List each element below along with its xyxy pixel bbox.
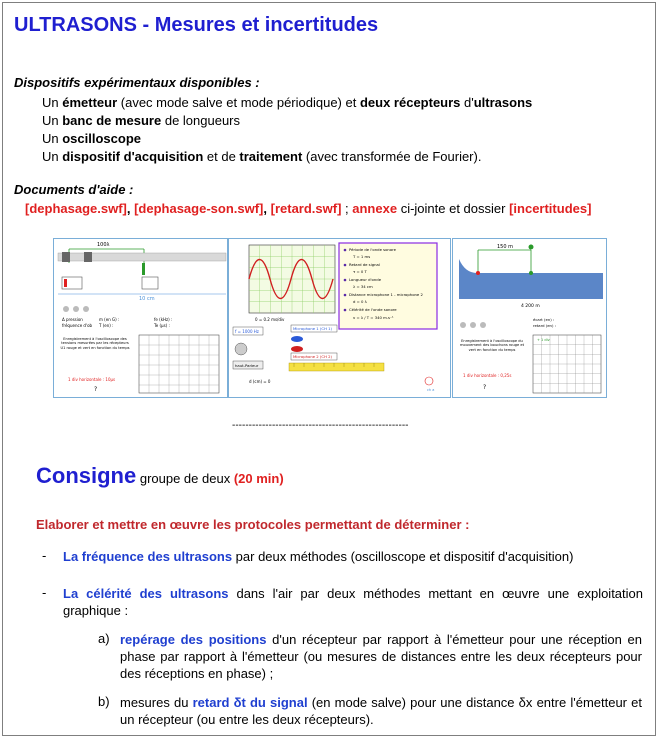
- s1-ctrl2: fréquence d'ob: [62, 323, 93, 328]
- device-line-2: Un banc de mesure de longueurs: [42, 113, 241, 128]
- s1-green-marker: [142, 263, 145, 275]
- s1-lab-mu: m (en G) :: [99, 317, 120, 322]
- s3-stop-button: [480, 322, 486, 328]
- s2-distance-v: d = 0 λ: [353, 299, 367, 304]
- s3-help: ?: [483, 384, 487, 391]
- simulation-thumbnail-2[interactable]: [228, 238, 451, 398]
- s2-speed: Célérité de l'onde sonore: [349, 307, 397, 312]
- s2-mic2-body: [291, 346, 303, 352]
- s2-delay-v: τ = 0 T: [353, 269, 367, 274]
- link-incertitudes[interactable]: [incertitudes]: [509, 201, 592, 216]
- s3-pause-button: [470, 322, 476, 328]
- bullet-celerity: La célérité des ultrasons dans l'air par deux méthodes mettant en œuvre une exploitation graphique :: [63, 586, 644, 618]
- s1-hscale: 1 div horizontale : 10µs: [68, 377, 116, 382]
- s3-green-buoy-2: [529, 271, 533, 275]
- s1-lab-t: T (en) :: [99, 323, 114, 328]
- s2-period: Période de l'onde sonore: [349, 247, 396, 252]
- sub-b-text: mesures du retard δt du signal (en mode salve) pour une distance δx entre l'émetteur et un récepteur (ou entre les deux récepteurs).: [120, 695, 642, 727]
- simulation-thumbnail-3[interactable]: [452, 238, 607, 398]
- s2-corner: ch a: [427, 388, 435, 392]
- s1-receiver-top: [84, 252, 92, 262]
- separator-dashes: -----------------------------------------------------: [232, 420, 409, 431]
- sub-a-text: repérage des positions d'un récepteur par rapport à l'émetteur pour une réception en phase par rapport à l'émetteur (ou mesures de distances entre les deux récepteurs pour des réceptions en phase) ;: [120, 632, 642, 681]
- s1-dist-top: 100λ: [97, 242, 110, 248]
- page: [2, 2, 656, 736]
- link-retard[interactable]: [retard.swf]: [270, 201, 342, 216]
- s2-wavelength-v: λ = 34 cm: [353, 284, 373, 289]
- s1-lab-te: Te (µs) :: [154, 323, 170, 328]
- link-dephasage[interactable]: [dephasage.swf]: [25, 201, 127, 216]
- s1-play-button: [63, 306, 69, 312]
- s1-note: Enregistrement à l'oscilloscope des tensions mesurées par les récepteurs U1 rouge et vert en fonction du temps: [60, 337, 130, 350]
- s2-wavelength: Longueur d'onde: [349, 277, 382, 282]
- s1-help: ?: [94, 386, 98, 393]
- s3-red-buoy: [476, 271, 480, 275]
- s2-mic1-body: [291, 336, 303, 342]
- page-title: ULTRASONS - Mesures et incertitudes: [14, 14, 379, 36]
- s3-green-buoy: [529, 245, 534, 250]
- s2-scope-scale: 0 = 0.2 ms/div: [255, 317, 285, 322]
- s3-note: Enregistrement à l'oscilloscope du mouvement des bouchons rouge et vert en fonction du temps: [460, 339, 524, 352]
- s1-lab-fe: fe (kHz) :: [154, 317, 173, 322]
- s3-hscale: 1 div horizontale : 0,25s: [463, 373, 512, 378]
- sub-a-letter: a): [98, 631, 110, 646]
- s3-dist-top: 150 m: [497, 244, 514, 250]
- s3-grid-label: + 1 div: [537, 338, 550, 342]
- s2-distance: Distance microphone 1 - microphone 2: [349, 292, 423, 297]
- simulation-thumbnail-1[interactable]: [53, 238, 228, 398]
- s3-play-button: [460, 322, 466, 328]
- s1-red-marker: [64, 279, 67, 287]
- s1-receiver-2: [142, 277, 158, 289]
- s2-help-icon: [425, 377, 433, 385]
- link-dephasage-son[interactable]: [dephasage-son.swf]: [134, 201, 264, 216]
- consigne-heading: Consigne groupe de deux (20 min): [36, 463, 284, 488]
- s2-speed-v: v = λ / T = 340 m.s⁻¹: [353, 315, 394, 320]
- s2-period-v: T = 1 ms: [353, 254, 371, 259]
- s1-stop-button: [83, 306, 89, 312]
- bullet-frequency: La fréquence des ultrasons par deux méthodes (oscilloscope et dispositif d'acquisition): [63, 549, 574, 564]
- docs-links: [dephasage.swf], [dephasage-son.swf], [retard.swf] ; annexe ci-jointe et dossier [incertitudes]: [25, 201, 592, 216]
- instruction-line: Elaborer et mettre en œuvre les protocoles permettant de déterminer :: [36, 517, 470, 532]
- s2-mic1: Microphone 1 (CH 1): [293, 326, 333, 331]
- sub-b-letter: b): [98, 694, 110, 709]
- device-line-1: Un émetteur (avec mode salve et mode périodique) et deux récepteurs d'ultrasons: [42, 95, 533, 110]
- s2-freq: f = 1000 Hz: [235, 329, 259, 334]
- devices-heading: Dispositifs expérimentaux disponibles :: [14, 75, 260, 90]
- docs-heading: Documents d'aide :: [14, 182, 134, 197]
- s1-emitter: [62, 252, 70, 262]
- s3-scale: 4 200 m: [521, 304, 540, 309]
- s2-ampli: haut-Parleur: [235, 363, 259, 368]
- s1-pause-button: [73, 306, 79, 312]
- link-annexe[interactable]: annexe: [352, 201, 398, 216]
- device-line-4: Un dispositif d'acquisition et de traitement (avec transformée de Fourier).: [42, 149, 482, 164]
- s2-dcm: d (cm) = 0: [249, 379, 271, 384]
- s1-scale: 10 cm: [139, 296, 155, 302]
- s1-bench: [58, 253, 226, 261]
- device-line-3: Un oscilloscope: [42, 131, 141, 146]
- s3-lab-a: écart (en) :: [533, 317, 555, 322]
- s3-lab-b: retard (en) :: [533, 323, 556, 328]
- bullet-mark-2: -: [42, 585, 47, 600]
- s1-ctrl1: Δ pression: [62, 317, 83, 322]
- s2-ruler: [289, 363, 384, 371]
- s2-mic2: Microphone 2 (CH 2): [293, 354, 333, 359]
- s2-speaker: [235, 343, 247, 355]
- bullet-mark-1: -: [42, 548, 47, 563]
- s2-delay: Retard de signal: [349, 262, 380, 267]
